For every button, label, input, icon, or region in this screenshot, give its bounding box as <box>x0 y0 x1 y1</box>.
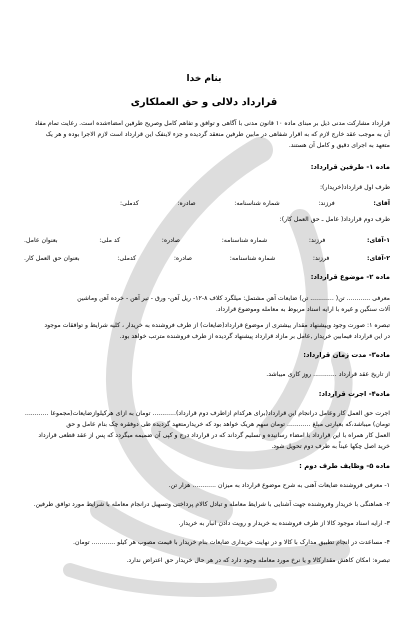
article4-line-1: اجرت حق العمل کار وعامل درانجام این قرارداد(برای هرکدام ازاطرف دوم قرارداد)............ تومان به ازای هرکیلوازضایعات(مجموعا ............ <box>24 410 390 417</box>
contract-title: قرارداد دلالی و حق العملکاری <box>130 97 278 108</box>
party2-row1-issued: صادره: <box>161 237 180 244</box>
article3-heading: ماده۳- مدت زمان قرارداد: <box>303 351 390 359</box>
party2-row1-role: بعنوان عامل. <box>24 237 58 244</box>
intro-line-1: قرارداد مشارکت مدنی ذیل بر مبنای ماده ۱۰ قانون مدنی با آگاهی و توافق و تفاهم کامل وصریح طرفین امضاءشده است. رعایت تمام مفاد <box>34 120 390 127</box>
article3-line: از تاریخ عقد قرارداد ............ روز کاری میباشد. <box>266 371 390 378</box>
party1-field-national-code: کدملی: <box>120 200 139 207</box>
article5-item-3: ۳- ارایه اسناد موجود کالا از طرف فروشنده به خریدار و رویت دادن انبار به خریدار. <box>178 520 390 527</box>
article4-line-3: العمل کار همراه با این قرارداد با امضاء رسانیده و تسلیم گرداند که در قرارداد درج و کپی آن ضمیمه میگردد که پس از عقد قطعی قرارداد <box>38 432 390 439</box>
article4-heading: ماده۴- اجرت قرارداد: <box>318 390 390 398</box>
article2-heading: ماده ۲- موضوع قرارداد: <box>310 273 390 281</box>
article5-heading: ماده ۵- وظایف طرف دوم : <box>299 462 390 470</box>
party2-row2-role: بعنوان حق العمل کار. <box>24 255 80 262</box>
party2-row2-issued: صادره: <box>173 255 193 262</box>
article4-line-2: تومان) میباشد،که بعبارتی مبلغ ............ تومان سهم هریک خواهد بود که خریدارمتعهد گردیده طی دوفقره چک بنام عامل و حق <box>66 421 390 428</box>
party2-row1-id: شماره شناسنامه: <box>221 237 268 244</box>
article4-line-4: خرید اصل چکها عیناً به طرف دوم تحویل شود. <box>271 443 390 450</box>
party2-row2-father: فرزند: <box>312 255 330 262</box>
article5-note: تبصره: امکان کاهش مقدارکالا و یا نرخ مورد معامله وجود دارد که در هر حال خریدار حق اعتراض ندارد. <box>126 557 390 564</box>
intro-line-3: متعهد به اجرای دقیق و کامل آن هستند. <box>288 142 390 149</box>
party1-fields <box>120 198 390 209</box>
party1-field-father: فرزند: <box>318 200 335 207</box>
party2-row2-id: شماره شناسنامه: <box>229 255 276 262</box>
party1-field-id: شماره شناسنامه: <box>234 200 280 207</box>
party2-row-2 <box>24 253 390 264</box>
article2-note-line-1: تبصره ۱: صورت وجود وپیشنهاد مقدار بیشتری از موضوع قرارداد(ضایعات) از طرف فروشنده به خریدار ، کلیه شرایط و توافقات موجود <box>44 322 390 329</box>
party2-row-1 <box>24 235 390 246</box>
party2-label: طرف دوم قرارداد( عامل ـ حق العمل کار): <box>279 216 390 223</box>
party2-row2-name: ۲-آقای: <box>367 255 390 262</box>
article2-line-1: معرفی ............ تن( ............ تن) ضایعات آهن مشتمل: میلگرد کلاف ۸-۱۲- ریل آهن- ورق - تیر آهن - خرده آهن وماشین <box>77 295 390 302</box>
basmala: بنام خدا <box>186 74 222 84</box>
party2-row1-father: فرزند: <box>308 237 326 244</box>
article2-line-2: آلات سنگین و غیره با ارایه اسناد مربوط به معامله وموضوع قرارداد. <box>215 306 390 313</box>
article5-item-1: ۱- معرفی فروشنده ضایعات آهنی به شرح موضوع قرارداد به میزان ............ هزار تن. <box>168 482 390 489</box>
party2-row1-name: ۱-آقای: <box>367 237 390 244</box>
party1-label: طرف اول قرارداد(خریدار): <box>319 184 390 191</box>
article5-item-2: ۲- هماهنگی با خریدار وفروشنده جهت آشنایی با شرایط معامله و تبادل کالام پرداختی وتسهیل درانجام معامله با شرایط مورد توافق طرفین. <box>33 501 390 508</box>
intro-line-2: آن به موجب عقد خارج لازم که به اقرار شفاهی در مابین طرفین منعقد گردیده و جزء لاینفک این قرارداد است لازم الاجرا بوده و هر یک <box>45 131 390 138</box>
party2-row1-national-code: کد ملی: <box>99 237 121 244</box>
party1-field-name: آقای: <box>373 200 390 207</box>
party1-field-issued: صادره: <box>177 200 196 207</box>
article5-item-4: ۴- مساعدت در انجام تطبیق مدارک با کالا و در نهایت خریداری ضایعات بنام خریدار با قیمت مصوب هر کیلو ............ تومان. <box>73 539 390 546</box>
party2-row2-national-code: کدملی: <box>117 255 137 262</box>
article1-heading: ماده ۱- طرفین قرارداد: <box>310 163 390 171</box>
article2-note-line-2: در این قرارداد فیمابین خریدار ,عامل بر مازاد قرارداد پیشنهاد گردیده از طرف فروشنده مترتب خواهد بود. <box>119 333 390 340</box>
